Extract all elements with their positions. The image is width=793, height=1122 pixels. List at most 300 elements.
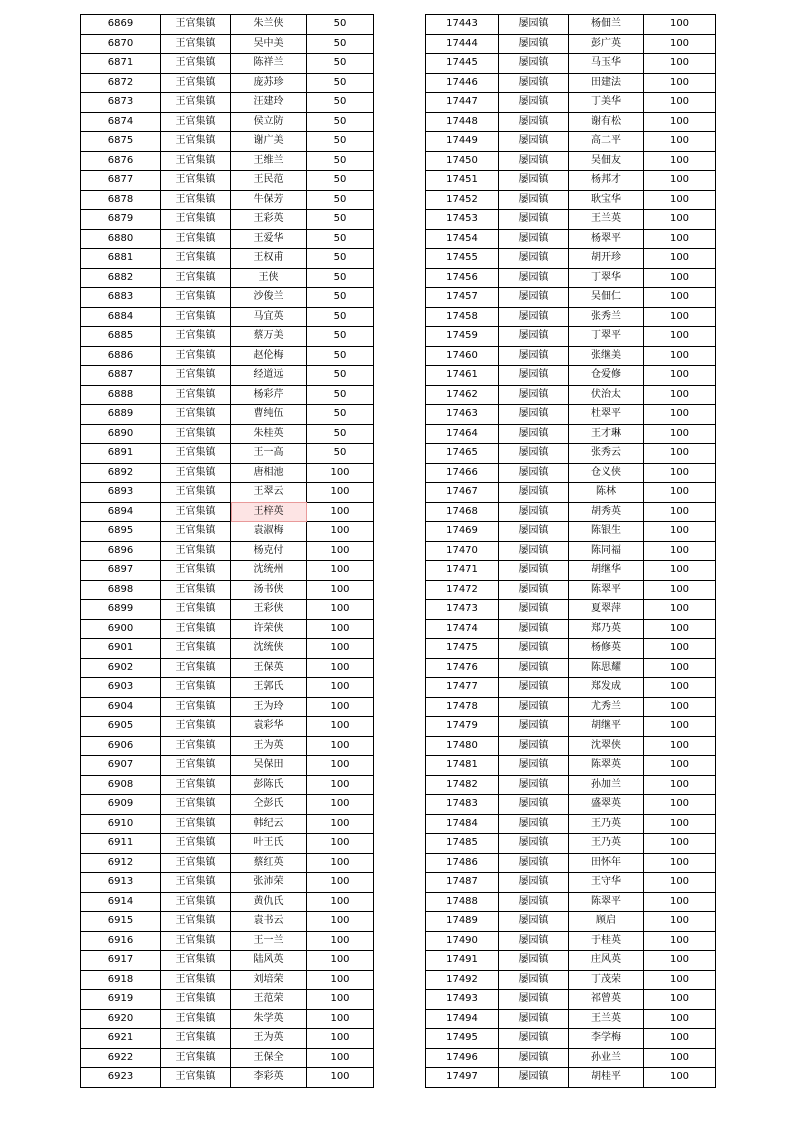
row-number-cell[interactable]: 17474: [426, 619, 499, 639]
row-number-cell[interactable]: 6912: [81, 853, 161, 873]
name-cell[interactable]: 王为玲: [231, 697, 307, 717]
name-cell[interactable]: 朱桂英: [231, 424, 307, 444]
row-number-cell[interactable]: 17444: [426, 34, 499, 54]
row-number-cell[interactable]: 6883: [81, 288, 161, 308]
row-number-cell[interactable]: 17469: [426, 522, 499, 542]
town-cell[interactable]: 王官集镇: [161, 912, 231, 932]
row-number-cell[interactable]: 6873: [81, 93, 161, 113]
name-cell[interactable]: 王爱华: [231, 229, 307, 249]
town-cell[interactable]: 屡园镇: [499, 15, 569, 35]
name-cell[interactable]: 朱学英: [231, 1009, 307, 1029]
amount-cell[interactable]: 100: [307, 931, 374, 951]
row-number-cell[interactable]: 17464: [426, 424, 499, 444]
name-cell[interactable]: 仓义侠: [569, 463, 644, 483]
row-number-cell[interactable]: 6879: [81, 210, 161, 230]
name-cell[interactable]: 庞苏珍: [231, 73, 307, 93]
town-cell[interactable]: 王官集镇: [161, 736, 231, 756]
name-cell[interactable]: 杨克付: [231, 541, 307, 561]
name-cell[interactable]: 蔡万美: [231, 327, 307, 347]
name-cell[interactable]: 王维兰: [231, 151, 307, 171]
town-cell[interactable]: 王官集镇: [161, 405, 231, 425]
town-cell[interactable]: 王官集镇: [161, 756, 231, 776]
amount-cell[interactable]: 50: [307, 54, 374, 74]
town-cell[interactable]: 屡园镇: [499, 1029, 569, 1049]
amount-cell[interactable]: 100: [644, 814, 716, 834]
amount-cell[interactable]: 100: [644, 1048, 716, 1068]
amount-cell[interactable]: 100: [644, 346, 716, 366]
amount-cell[interactable]: 100: [307, 892, 374, 912]
town-cell[interactable]: 屡园镇: [499, 522, 569, 542]
row-number-cell[interactable]: 6878: [81, 190, 161, 210]
name-cell[interactable]: 孙业兰: [569, 1048, 644, 1068]
town-cell[interactable]: 屡园镇: [499, 210, 569, 230]
name-cell[interactable]: 马玉华: [569, 54, 644, 74]
name-cell[interactable]: 王为英: [231, 736, 307, 756]
row-number-cell[interactable]: 17486: [426, 853, 499, 873]
name-cell[interactable]: 许荣侠: [231, 619, 307, 639]
row-number-cell[interactable]: 17447: [426, 93, 499, 113]
row-number-cell[interactable]: 17459: [426, 327, 499, 347]
name-cell[interactable]: 陈翠英: [569, 756, 644, 776]
town-cell[interactable]: 屡园镇: [499, 639, 569, 659]
town-cell[interactable]: 屡园镇: [499, 385, 569, 405]
amount-cell[interactable]: 50: [307, 171, 374, 191]
amount-cell[interactable]: 100: [644, 541, 716, 561]
amount-cell[interactable]: 100: [307, 736, 374, 756]
row-number-cell[interactable]: 17483: [426, 795, 499, 815]
row-number-cell[interactable]: 6914: [81, 892, 161, 912]
amount-cell[interactable]: 100: [644, 697, 716, 717]
amount-cell[interactable]: 100: [644, 327, 716, 347]
town-cell[interactable]: 屡园镇: [499, 1048, 569, 1068]
name-cell[interactable]: 张沛荣: [231, 873, 307, 893]
amount-cell[interactable]: 100: [644, 1029, 716, 1049]
town-cell[interactable]: 屡园镇: [499, 853, 569, 873]
name-cell[interactable]: 耿宝华: [569, 190, 644, 210]
town-cell[interactable]: 屡园镇: [499, 34, 569, 54]
name-cell[interactable]: 朱兰侠: [231, 15, 307, 35]
town-cell[interactable]: 屡园镇: [499, 736, 569, 756]
town-cell[interactable]: 王官集镇: [161, 951, 231, 971]
row-number-cell[interactable]: 17460: [426, 346, 499, 366]
amount-cell[interactable]: 100: [307, 873, 374, 893]
town-cell[interactable]: 王官集镇: [161, 385, 231, 405]
name-cell[interactable]: 杜翠平: [569, 405, 644, 425]
town-cell[interactable]: 屡园镇: [499, 580, 569, 600]
row-number-cell[interactable]: 6915: [81, 912, 161, 932]
town-cell[interactable]: 王官集镇: [161, 307, 231, 327]
town-cell[interactable]: 屡园镇: [499, 795, 569, 815]
amount-cell[interactable]: 50: [307, 424, 374, 444]
amount-cell[interactable]: 100: [307, 678, 374, 698]
town-cell[interactable]: 屡园镇: [499, 424, 569, 444]
row-number-cell[interactable]: 17451: [426, 171, 499, 191]
amount-cell[interactable]: 100: [644, 249, 716, 269]
amount-cell[interactable]: 100: [644, 366, 716, 386]
row-number-cell[interactable]: 6872: [81, 73, 161, 93]
name-cell[interactable]: 陈翠平: [569, 892, 644, 912]
row-number-cell[interactable]: 17462: [426, 385, 499, 405]
row-number-cell[interactable]: 17472: [426, 580, 499, 600]
name-cell[interactable]: 郑发成: [569, 678, 644, 698]
amount-cell[interactable]: 50: [307, 385, 374, 405]
name-cell[interactable]: 杨邦才: [569, 171, 644, 191]
town-cell[interactable]: 屡园镇: [499, 658, 569, 678]
name-cell[interactable]: 杨佃兰: [569, 15, 644, 35]
amount-cell[interactable]: 100: [644, 288, 716, 308]
town-cell[interactable]: 屡园镇: [499, 132, 569, 152]
name-cell[interactable]: 仝彭氏: [231, 795, 307, 815]
amount-cell[interactable]: 100: [307, 541, 374, 561]
row-number-cell[interactable]: 6893: [81, 483, 161, 503]
row-number-cell[interactable]: 17448: [426, 112, 499, 132]
town-cell[interactable]: 王官集镇: [161, 54, 231, 74]
amount-cell[interactable]: 100: [644, 405, 716, 425]
row-number-cell[interactable]: 6890: [81, 424, 161, 444]
name-cell[interactable]: 黄仇氏: [231, 892, 307, 912]
name-cell[interactable]: 王乃英: [569, 834, 644, 854]
name-cell[interactable]: 经道远: [231, 366, 307, 386]
name-cell[interactable]: 王兰英: [569, 1009, 644, 1029]
amount-cell[interactable]: 50: [307, 249, 374, 269]
amount-cell[interactable]: 100: [644, 171, 716, 191]
town-cell[interactable]: 王官集镇: [161, 697, 231, 717]
row-number-cell[interactable]: 6908: [81, 775, 161, 795]
row-number-cell[interactable]: 6895: [81, 522, 161, 542]
amount-cell[interactable]: 50: [307, 34, 374, 54]
town-cell[interactable]: 王官集镇: [161, 424, 231, 444]
row-number-cell[interactable]: 17496: [426, 1048, 499, 1068]
amount-cell[interactable]: 50: [307, 190, 374, 210]
town-cell[interactable]: 王官集镇: [161, 931, 231, 951]
name-cell[interactable]: 王保全: [231, 1048, 307, 1068]
row-number-cell[interactable]: 17479: [426, 717, 499, 737]
row-number-cell[interactable]: 17466: [426, 463, 499, 483]
amount-cell[interactable]: 100: [644, 561, 716, 581]
row-number-cell[interactable]: 17450: [426, 151, 499, 171]
amount-cell[interactable]: 100: [644, 990, 716, 1010]
amount-cell[interactable]: 100: [307, 814, 374, 834]
amount-cell[interactable]: 100: [644, 132, 716, 152]
amount-cell[interactable]: 100: [307, 1048, 374, 1068]
town-cell[interactable]: 屡园镇: [499, 931, 569, 951]
row-number-cell[interactable]: 6884: [81, 307, 161, 327]
town-cell[interactable]: 屡园镇: [499, 54, 569, 74]
town-cell[interactable]: 王官集镇: [161, 327, 231, 347]
town-cell[interactable]: 屡园镇: [499, 756, 569, 776]
row-number-cell[interactable]: 6907: [81, 756, 161, 776]
amount-cell[interactable]: 100: [644, 268, 716, 288]
amount-cell[interactable]: 100: [644, 229, 716, 249]
town-cell[interactable]: 王官集镇: [161, 892, 231, 912]
amount-cell[interactable]: 100: [644, 795, 716, 815]
town-cell[interactable]: 王官集镇: [161, 580, 231, 600]
name-cell[interactable]: 袁淑梅: [231, 522, 307, 542]
town-cell[interactable]: 王官集镇: [161, 346, 231, 366]
town-cell[interactable]: 屡园镇: [499, 502, 569, 522]
row-number-cell[interactable]: 6894: [81, 502, 161, 522]
amount-cell[interactable]: 100: [644, 307, 716, 327]
name-cell[interactable]: 沙俊兰: [231, 288, 307, 308]
amount-cell[interactable]: 100: [644, 1009, 716, 1029]
row-number-cell[interactable]: 17492: [426, 970, 499, 990]
row-number-cell[interactable]: 6896: [81, 541, 161, 561]
name-cell[interactable]: 彭广英: [569, 34, 644, 54]
row-number-cell[interactable]: 6901: [81, 639, 161, 659]
amount-cell[interactable]: 100: [307, 1009, 374, 1029]
amount-cell[interactable]: 100: [644, 775, 716, 795]
name-cell[interactable]: 牛保芳: [231, 190, 307, 210]
town-cell[interactable]: 王官集镇: [161, 678, 231, 698]
name-cell[interactable]: 叶王氏: [231, 834, 307, 854]
amount-cell[interactable]: 100: [644, 756, 716, 776]
amount-cell[interactable]: 100: [644, 190, 716, 210]
name-cell[interactable]: 李学梅: [569, 1029, 644, 1049]
row-number-cell[interactable]: 6904: [81, 697, 161, 717]
amount-cell[interactable]: 100: [644, 210, 716, 230]
town-cell[interactable]: 王官集镇: [161, 1029, 231, 1049]
amount-cell[interactable]: 100: [644, 151, 716, 171]
amount-cell[interactable]: 50: [307, 327, 374, 347]
town-cell[interactable]: 屡园镇: [499, 229, 569, 249]
row-number-cell[interactable]: 17463: [426, 405, 499, 425]
name-cell[interactable]: 吴佃仁: [569, 288, 644, 308]
amount-cell[interactable]: 100: [644, 951, 716, 971]
town-cell[interactable]: 王官集镇: [161, 1068, 231, 1088]
row-number-cell[interactable]: 17489: [426, 912, 499, 932]
amount-cell[interactable]: 100: [307, 795, 374, 815]
name-cell[interactable]: 王权甫: [231, 249, 307, 269]
town-cell[interactable]: 王官集镇: [161, 366, 231, 386]
town-cell[interactable]: 屡园镇: [499, 288, 569, 308]
row-number-cell[interactable]: 17449: [426, 132, 499, 152]
town-cell[interactable]: 王官集镇: [161, 229, 231, 249]
town-cell[interactable]: 屡园镇: [499, 73, 569, 93]
name-cell[interactable]: 王梓英: [231, 502, 307, 522]
name-cell[interactable]: 王一高: [231, 444, 307, 464]
row-number-cell[interactable]: 17457: [426, 288, 499, 308]
row-number-cell[interactable]: 17475: [426, 639, 499, 659]
town-cell[interactable]: 屡园镇: [499, 873, 569, 893]
town-cell[interactable]: 王官集镇: [161, 990, 231, 1010]
town-cell[interactable]: 王官集镇: [161, 658, 231, 678]
row-number-cell[interactable]: 17445: [426, 54, 499, 74]
name-cell[interactable]: 王为英: [231, 1029, 307, 1049]
amount-cell[interactable]: 50: [307, 132, 374, 152]
town-cell[interactable]: 屡园镇: [499, 619, 569, 639]
town-cell[interactable]: 屡园镇: [499, 951, 569, 971]
row-number-cell[interactable]: 6891: [81, 444, 161, 464]
amount-cell[interactable]: 100: [644, 619, 716, 639]
town-cell[interactable]: 王官集镇: [161, 171, 231, 191]
name-cell[interactable]: 王保英: [231, 658, 307, 678]
amount-cell[interactable]: 100: [307, 834, 374, 854]
name-cell[interactable]: 王才琳: [569, 424, 644, 444]
amount-cell[interactable]: 50: [307, 151, 374, 171]
row-number-cell[interactable]: 6910: [81, 814, 161, 834]
town-cell[interactable]: 王官集镇: [161, 970, 231, 990]
name-cell[interactable]: 陈思耀: [569, 658, 644, 678]
town-cell[interactable]: 屡园镇: [499, 541, 569, 561]
town-cell[interactable]: 王官集镇: [161, 541, 231, 561]
amount-cell[interactable]: 100: [644, 93, 716, 113]
name-cell[interactable]: 蔡红英: [231, 853, 307, 873]
name-cell[interactable]: 杨彩芹: [231, 385, 307, 405]
amount-cell[interactable]: 100: [307, 1068, 374, 1088]
town-cell[interactable]: 屡园镇: [499, 190, 569, 210]
name-cell[interactable]: 马宜英: [231, 307, 307, 327]
town-cell[interactable]: 屡园镇: [499, 463, 569, 483]
name-cell[interactable]: 伏治太: [569, 385, 644, 405]
name-cell[interactable]: 王民范: [231, 171, 307, 191]
town-cell[interactable]: 王官集镇: [161, 112, 231, 132]
amount-cell[interactable]: 100: [644, 717, 716, 737]
name-cell[interactable]: 胡继华: [569, 561, 644, 581]
town-cell[interactable]: 王官集镇: [161, 795, 231, 815]
row-number-cell[interactable]: 17493: [426, 990, 499, 1010]
town-cell[interactable]: 屡园镇: [499, 346, 569, 366]
town-cell[interactable]: 屡园镇: [499, 366, 569, 386]
row-number-cell[interactable]: 6906: [81, 736, 161, 756]
name-cell[interactable]: 胡秀英: [569, 502, 644, 522]
name-cell[interactable]: 张秀兰: [569, 307, 644, 327]
name-cell[interactable]: 杨翠平: [569, 229, 644, 249]
name-cell[interactable]: 尤秀兰: [569, 697, 644, 717]
name-cell[interactable]: 丁翠华: [569, 268, 644, 288]
row-number-cell[interactable]: 17480: [426, 736, 499, 756]
name-cell[interactable]: 吴保田: [231, 756, 307, 776]
amount-cell[interactable]: 100: [644, 658, 716, 678]
row-number-cell[interactable]: 17487: [426, 873, 499, 893]
town-cell[interactable]: 屡园镇: [499, 990, 569, 1010]
town-cell[interactable]: 王官集镇: [161, 34, 231, 54]
row-number-cell[interactable]: 6902: [81, 658, 161, 678]
row-number-cell[interactable]: 17470: [426, 541, 499, 561]
row-number-cell[interactable]: 6880: [81, 229, 161, 249]
amount-cell[interactable]: 50: [307, 366, 374, 386]
row-number-cell[interactable]: 6888: [81, 385, 161, 405]
row-number-cell[interactable]: 17455: [426, 249, 499, 269]
row-number-cell[interactable]: 17454: [426, 229, 499, 249]
name-cell[interactable]: 王彩侠: [231, 600, 307, 620]
amount-cell[interactable]: 50: [307, 268, 374, 288]
name-cell[interactable]: 陈银生: [569, 522, 644, 542]
row-number-cell[interactable]: 6877: [81, 171, 161, 191]
town-cell[interactable]: 屡园镇: [499, 444, 569, 464]
amount-cell[interactable]: 100: [307, 483, 374, 503]
row-number-cell[interactable]: 6874: [81, 112, 161, 132]
name-cell[interactable]: 陈翠平: [569, 580, 644, 600]
town-cell[interactable]: 王官集镇: [161, 73, 231, 93]
town-cell[interactable]: 屡园镇: [499, 112, 569, 132]
amount-cell[interactable]: 100: [644, 502, 716, 522]
name-cell[interactable]: 谢有松: [569, 112, 644, 132]
row-number-cell[interactable]: 17458: [426, 307, 499, 327]
town-cell[interactable]: 王官集镇: [161, 190, 231, 210]
row-number-cell[interactable]: 6876: [81, 151, 161, 171]
row-number-cell[interactable]: 6922: [81, 1048, 161, 1068]
town-cell[interactable]: 王官集镇: [161, 873, 231, 893]
town-cell[interactable]: 屡园镇: [499, 834, 569, 854]
town-cell[interactable]: 王官集镇: [161, 210, 231, 230]
name-cell[interactable]: 李彩英: [231, 1068, 307, 1088]
name-cell[interactable]: 仓爱修: [569, 366, 644, 386]
town-cell[interactable]: 屡园镇: [499, 970, 569, 990]
row-number-cell[interactable]: 17453: [426, 210, 499, 230]
amount-cell[interactable]: 100: [644, 483, 716, 503]
amount-cell[interactable]: 100: [644, 639, 716, 659]
town-cell[interactable]: 王官集镇: [161, 639, 231, 659]
amount-cell[interactable]: 100: [644, 736, 716, 756]
town-cell[interactable]: 王官集镇: [161, 834, 231, 854]
row-number-cell[interactable]: 6900: [81, 619, 161, 639]
amount-cell[interactable]: 100: [644, 873, 716, 893]
row-number-cell[interactable]: 6886: [81, 346, 161, 366]
amount-cell[interactable]: 50: [307, 73, 374, 93]
row-number-cell[interactable]: 6882: [81, 268, 161, 288]
town-cell[interactable]: 屡园镇: [499, 678, 569, 698]
row-number-cell[interactable]: 6920: [81, 1009, 161, 1029]
amount-cell[interactable]: 100: [644, 522, 716, 542]
name-cell[interactable]: 孙加兰: [569, 775, 644, 795]
town-cell[interactable]: 王官集镇: [161, 561, 231, 581]
name-cell[interactable]: 王侠: [231, 268, 307, 288]
amount-cell[interactable]: 100: [307, 639, 374, 659]
row-number-cell[interactable]: 6892: [81, 463, 161, 483]
amount-cell[interactable]: 100: [307, 951, 374, 971]
amount-cell[interactable]: 100: [644, 931, 716, 951]
name-cell[interactable]: 王兰英: [569, 210, 644, 230]
town-cell[interactable]: 王官集镇: [161, 132, 231, 152]
town-cell[interactable]: 屡园镇: [499, 307, 569, 327]
row-number-cell[interactable]: 17477: [426, 678, 499, 698]
amount-cell[interactable]: 100: [644, 444, 716, 464]
amount-cell[interactable]: 50: [307, 444, 374, 464]
town-cell[interactable]: 王官集镇: [161, 463, 231, 483]
amount-cell[interactable]: 100: [307, 619, 374, 639]
name-cell[interactable]: 夏翠萍: [569, 600, 644, 620]
name-cell[interactable]: 高二平: [569, 132, 644, 152]
name-cell[interactable]: 韩纪云: [231, 814, 307, 834]
name-cell[interactable]: 赵伦梅: [231, 346, 307, 366]
town-cell[interactable]: 屡园镇: [499, 814, 569, 834]
row-number-cell[interactable]: 17491: [426, 951, 499, 971]
row-number-cell[interactable]: 6870: [81, 34, 161, 54]
amount-cell[interactable]: 100: [644, 385, 716, 405]
name-cell[interactable]: 胡开珍: [569, 249, 644, 269]
row-number-cell[interactable]: 6909: [81, 795, 161, 815]
name-cell[interactable]: 祁曾英: [569, 990, 644, 1010]
town-cell[interactable]: 王官集镇: [161, 15, 231, 35]
name-cell[interactable]: 张秀云: [569, 444, 644, 464]
name-cell[interactable]: 王守华: [569, 873, 644, 893]
row-number-cell[interactable]: 6889: [81, 405, 161, 425]
town-cell[interactable]: 屡园镇: [499, 93, 569, 113]
row-number-cell[interactable]: 17482: [426, 775, 499, 795]
town-cell[interactable]: 王官集镇: [161, 619, 231, 639]
row-number-cell[interactable]: 17488: [426, 892, 499, 912]
name-cell[interactable]: 陆风英: [231, 951, 307, 971]
amount-cell[interactable]: 100: [307, 775, 374, 795]
amount-cell[interactable]: 100: [644, 15, 716, 35]
town-cell[interactable]: 屡园镇: [499, 717, 569, 737]
amount-cell[interactable]: 100: [644, 580, 716, 600]
row-number-cell[interactable]: 17476: [426, 658, 499, 678]
amount-cell[interactable]: 100: [307, 970, 374, 990]
amount-cell[interactable]: 50: [307, 93, 374, 113]
row-number-cell[interactable]: 6887: [81, 366, 161, 386]
amount-cell[interactable]: 100: [307, 990, 374, 1010]
